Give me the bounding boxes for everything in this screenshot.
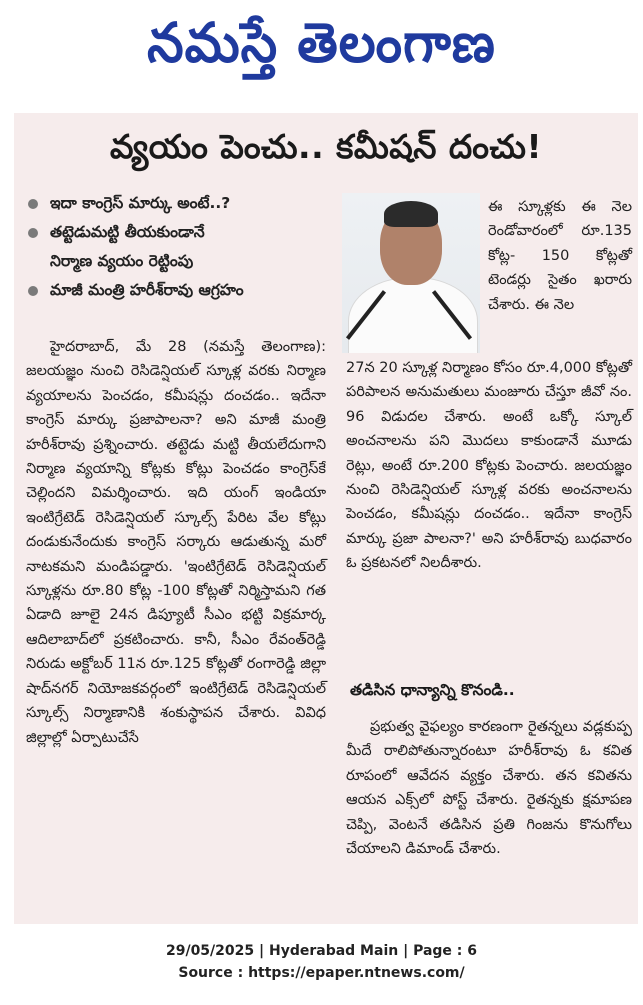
bullet-dot-icon bbox=[28, 286, 38, 296]
article-photo bbox=[342, 193, 480, 353]
bullet-list bbox=[24, 189, 344, 305]
paragraph: ఈ స్కూళ్లకు ఈ నెల రెండోవారంలో రూ.135 కోట్ల- 150 కోట్లతో టెండర్లు సైతం ఖరారు చేశారు. ఈ నెల bbox=[488, 199, 632, 313]
bullet-item bbox=[24, 218, 344, 276]
bullet-text: ఇదా కాంగ్రెస్ మార్కు అంటే..? bbox=[50, 194, 231, 212]
article-column-right bbox=[346, 356, 632, 576]
paragraph: హైదరాబాద్, మే 28 (నమస్తే తెలంగాణ): జలయజ్ఞం నుంచి రెసిడెన్షియల్ స్కూళ్ల వరకు నిర్మాణ వ్యయాలను పెంచడం, కమీషన్లు దంచడం.. ఇదేనా కాంగ్రెస్ మార్కు ప్రజాపాలనా? అని మాజీ మంత్రి హరీశ్‌రావు ప్రశ్నించారు. తట్టెడు మట్టి తీయలేదుగాని నిర్మాణ వ్యయాన్ని కోట్లకు కోట్లు పెంచడం కాంగ్రెస్‌కే చెల్లిందని విమర్శించారు. ఇది యంగ్ ఇండియా ఇంటిగ్రేటెడ్ రెసిడెన్షియల్ స్కూల్స్ పేరిట వేల కోట్లు దండుకునేందుకు కాంగ్రెస్ సర్కారు ఆడుతున్న మరో నాటకమని మండిపడ్డారు. 'ఇంటిగ్రేటెడ్ రెసిడెన్షియల్ స్కూళ్లను రూ.80 కోట్ల -100 కోట్లతో నిర్మిస్తామని గత ఏడాది జూలై 24న డిప్యూటీ సీఎం భట్టి విక్రమార్క ఆదిలాబాద్‌లో ప్రకటించారు. కానీ, సీఎం రేవంత్‌రెడ్డి నిరుడు అక్టోబర్ 11న రూ.125 కోట్లతో రంగారెడ్డి జిల్లా షాద్‌నగర్ నియోజకవర్గంలో ఇంటిగ్రేటెడ్ రెసిడెన్షియల్ స్కూల్స్ నిర్మాణానికి శంకుస్థాపన చేశారు. వివిధ జిల్లాల్లో ఏర్పాటుచేసే bbox=[26, 339, 326, 746]
article-column-left bbox=[26, 335, 326, 750]
photo-hair bbox=[384, 201, 438, 227]
bullet-item bbox=[24, 189, 344, 218]
newspaper-title: నమస్తే తెలంగాణ bbox=[147, 11, 496, 75]
bullet-dot-icon bbox=[28, 228, 38, 238]
article-subheading: తడిసిన ధాన్యాన్ని కొనండి.. bbox=[350, 681, 515, 699]
article-headline: వ్యయం పెంచు.. కమీషన్ దంచు! bbox=[109, 127, 543, 166]
article-column-right-bottom bbox=[346, 715, 632, 861]
paragraph: ప్రభుత్వ వైఫల్యం కారణంగా రైతన్నలు వడ్లకుప్ప మీదే రాలిపోతున్నారంటూ హరీశ్‌రావు ఓ కవిత రూపంలో ఆవేదన వ్యక్తం చేశారు. తన కవితను ఆయన ఎక్స్‌లో పోస్ట్ చేశారు. రైతన్నకు క్షమాపణ చెప్పి, వెంటనే తడిసిన ప్రతి గింజను కొనుగోలు చేయాలని డిమాండ్ చేశారు. bbox=[346, 719, 632, 858]
bullet-item bbox=[24, 276, 344, 305]
paragraph: 27న 20 స్కూళ్ల నిర్మాణం కోసం రూ.4,000 కోట్లతో పరిపాలన అనుమతులు మంజూరు చేస్తూ జీవో నం. 96 విడుదల చేశారు. అంటే ఒక్కో స్కూల్ అంచనాలను పని మొదలు కాకుండానే మూడు రెట్లు, అంటే రూ.200 కోట్లకు పెంచారు. జలయజ్ఞం నుంచి రెసిడెన్షియల్ స్కూళ్ల వరకు అంచనాలను పెంచడం, కమీషన్లు దంచడం.. ఇదేనా కాంగ్రెస్ మార్కు ప్రజా పాలనా?' అని హరీశ్‌రావు బుధవారం ఓ ప్రకటనలో నిలదీశారు. bbox=[346, 360, 632, 572]
source-link[interactable]: Source : https://epaper.ntnews.com/ bbox=[178, 965, 465, 981]
article-column-right-top bbox=[488, 195, 632, 317]
bullet-text-continued: నిర్మాణ వ్యయం రెట్టింపు bbox=[50, 252, 194, 270]
edition-info: 29/05/2025 | Hyderabad Main | Page : 6 bbox=[165, 943, 478, 959]
bullet-text: మాజీ మంత్రి హరీశ్‌రావు ఆగ్రహం bbox=[50, 281, 244, 299]
masthead-logo bbox=[0, 0, 643, 100]
article-clipping bbox=[14, 113, 638, 924]
bullet-dot-icon bbox=[28, 199, 38, 209]
page-footer bbox=[0, 940, 643, 984]
bullet-text: తట్టెడుమట్టి తీయకుండానే bbox=[50, 223, 205, 241]
